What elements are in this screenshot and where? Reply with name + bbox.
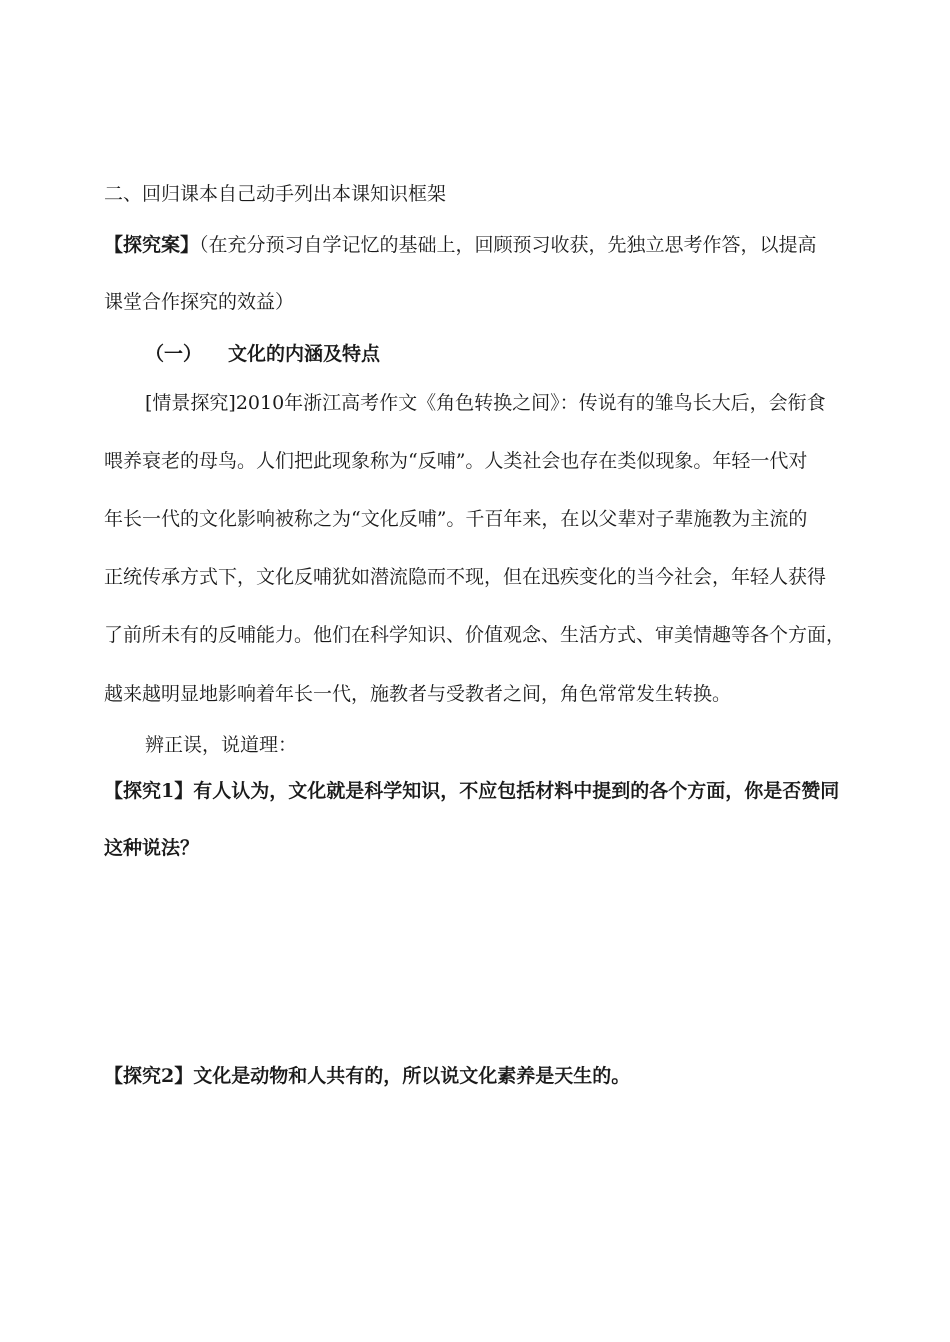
- explore-1-question-line-1: 【探究1】有人认为，文化就是科学知识，不应包括材料中提到的各个方面，你是否赞同: [104, 780, 840, 802]
- explore-2-question: 【探究2】文化是动物和人共有的，所以说文化素养是天生的。: [104, 1065, 631, 1087]
- scenario-line: 了前所未有的反哺能力。他们在科学知识、价值观念、生活方式、审美情趣等各个方面，: [104, 624, 846, 646]
- explore-intro-line-1: [104, 233, 817, 257]
- subsection-title: 文化的内涵及特点: [228, 343, 381, 365]
- subsection-number: （一）: [145, 343, 203, 365]
- section-heading: 二、回归课本自己动手列出本课知识框架: [104, 183, 447, 205]
- scenario-line: 越来越明显地影响着年长一代，施教者与受教者之间，角色常常发生转换。: [104, 683, 732, 705]
- explore-intro-line-2: 课堂合作探究的效益）: [104, 291, 295, 313]
- scenario-line: [情景探究]2010年浙江高考作文《角色转换之间》：传说有的雏鸟长大后，会衔食: [145, 392, 826, 414]
- subsection-heading: [145, 342, 380, 366]
- explore-1-question-line-2: 这种说法？: [104, 837, 200, 859]
- explore-intro-text: （在充分预习自学记忆的基础上，回顾预习收获，先独立思考作答，以提高: [199, 234, 817, 256]
- scenario-line: 喂养衰老的母鸟。人们把此现象称为“反哺”。人类社会也存在类似现象。年轻一代对: [104, 450, 808, 472]
- scenario-line: 年长一代的文化影响被称之为“文化反哺”。千百年来，在以父辈对子辈施教为主流的: [104, 508, 808, 530]
- task-instruction: 辨正误，说道理：: [145, 734, 298, 756]
- scenario-line: 正统传承方式下，文化反哺犹如潜流隐而不现，但在迅疾变化的当今社会，年轻人获得: [104, 566, 827, 588]
- explore-label: 【探究案】: [104, 234, 200, 256]
